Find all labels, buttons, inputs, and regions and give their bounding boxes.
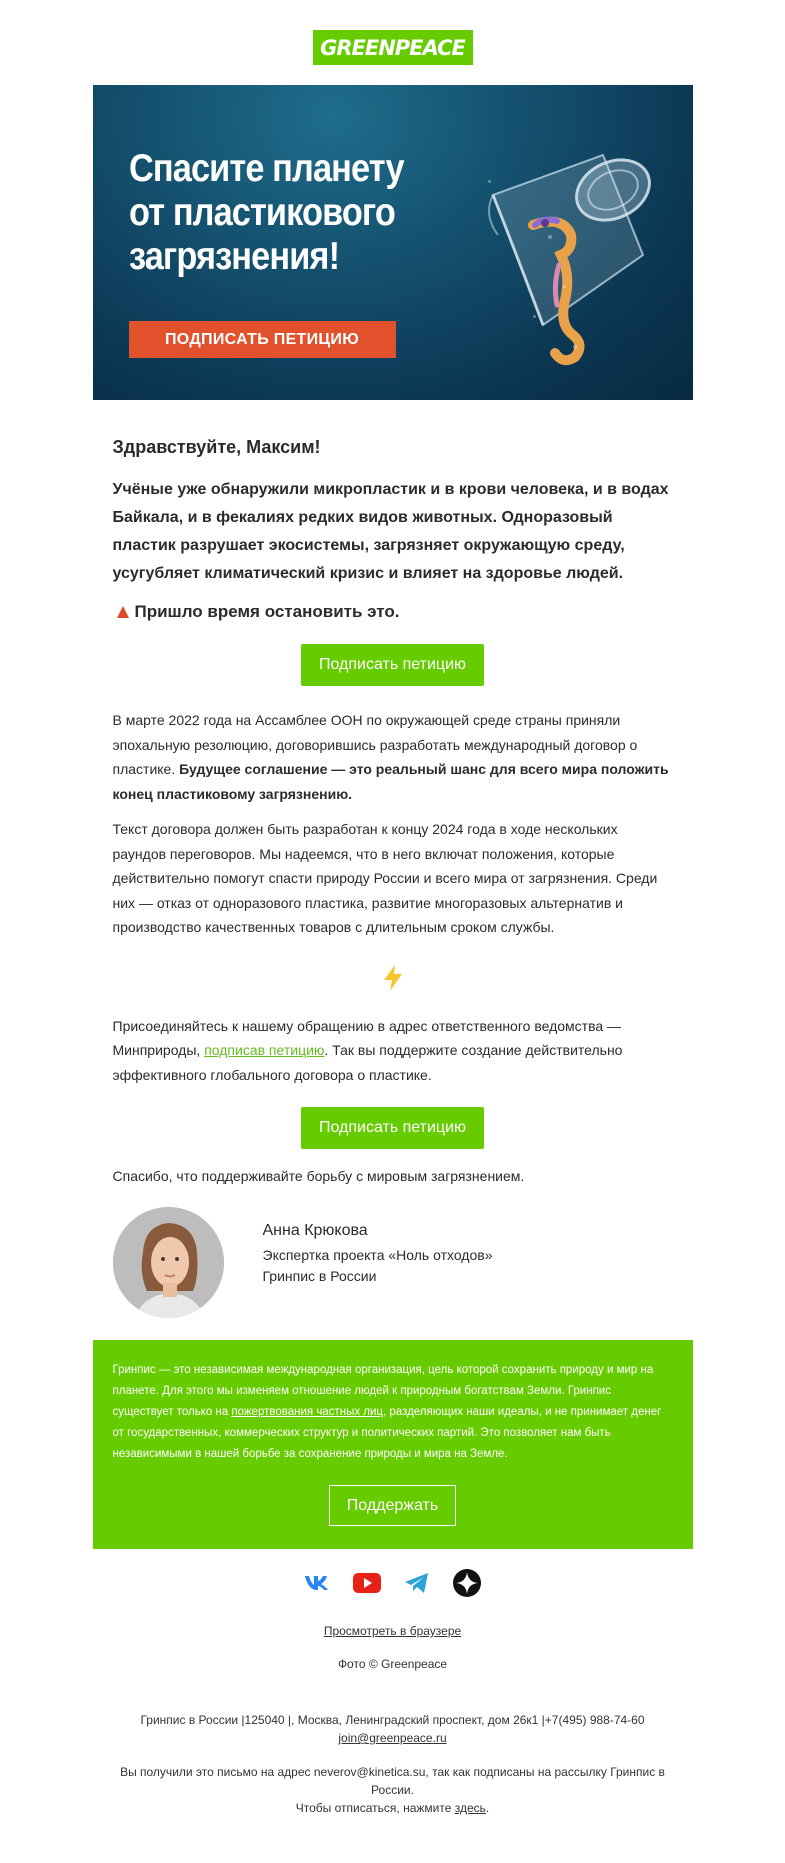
sign-petition-button-2[interactable]: Подписать петицию — [301, 1107, 484, 1149]
signature-text — [263, 1207, 493, 1319]
callout-text: Пришло время остановить это. — [134, 602, 400, 621]
view-in-browser-link[interactable]: Просмотреть в браузере — [323, 1624, 462, 1638]
callout — [113, 598, 673, 626]
plastic-cup-seahorse-image — [453, 125, 653, 375]
signature-name: Анна Крюкова — [262, 1222, 368, 1239]
header — [93, 0, 693, 85]
support-button[interactable]: Поддержать — [329, 1485, 456, 1526]
signature — [113, 1207, 673, 1319]
hero-banner[interactable] — [93, 85, 693, 400]
unsubscribe-notice: Вы получили это письмо на адрес neverov@kinetica.su, так как подписаны на рассылку Гринпис в России. Чтобы отписаться, нажмите здесь. — [120, 1765, 665, 1815]
about-text: Гринпис — это независимая международная организация, цель которой сохранить природу и мир на планете. Для этого мы изменяем отношение людей к природным богатствам Земли. Гринпис существует только на пожертвования частных лиц, разделяющих наши идеалы, и не принимает денег от государственных, коммерческих структур и политических партий. Это позволяет нам быть независимыми в нашей борьбе за сохранение природы и мира на Земле. — [112, 1364, 662, 1460]
dzen-icon[interactable] — [453, 1569, 481, 1597]
cta-row — [113, 644, 673, 686]
hero-title: Спасите планету от пластикового загрязнения! — [128, 147, 404, 278]
greeting: Здравствуйте, Максим! — [112, 437, 321, 457]
lightning-icon — [113, 960, 673, 996]
signature-role: Экспертка проекта «Ноль отходов» Гринпис в России — [262, 1247, 493, 1284]
warning-triangle-icon — [117, 606, 129, 618]
greenpeace-logo[interactable]: GREENPEACE — [313, 30, 473, 65]
telegram-icon[interactable] — [404, 1572, 430, 1594]
cta-row-2 — [113, 1107, 673, 1149]
thanks-text: Спасибо, что поддерживайте борьбу с мировым загрязнением. — [112, 1168, 525, 1184]
paragraph-treaty: Текст договора должен быть разработан к концу 2024 года в ходе нескольких раундов переговоров. Мы надеемся, что в него включат положения, которые действительно помогут спасти природу России и всего мира от загрязнения. Среди них — отказ от одноразового пластика, развитие многоразовых альтернатив и производство качественных товаров с длительным сроком службы. — [112, 821, 658, 935]
email-container — [93, 0, 693, 1817]
paragraph-resolution-bold: Будущее соглашение — это реальный шанс для всего мира положить конец пластиковому загрязнению. — [112, 761, 669, 802]
paragraph-resolution: В марте 2022 года на Ассамблее ООН по окружающей среде страны приняли эпохальную резолюцию, договорившись разработать международный договор о пластике. Будущее соглашение — это реальный шанс для всего мира положить конец пластиковому загрязнению. — [112, 712, 669, 802]
unsubscribe-link[interactable]: здесь — [454, 1801, 486, 1815]
sign-petition-link[interactable]: подписав петицию — [204, 1042, 325, 1058]
letter-body — [93, 436, 693, 1319]
support-row — [113, 1485, 673, 1526]
paragraph-join: Присоединяйтесь к нашему обращению в адрес ответственного ведомства — Минприроды, подписав петицию. Так вы поддержите создание действительно эффективного глобального договора о пластике. — [112, 1017, 623, 1083]
about-section — [93, 1340, 693, 1549]
hero-sign-petition-button[interactable]: ПОДПИСАТЬ ПЕТИЦИЮ — [129, 321, 396, 358]
photo-credit: Фото © Greenpeace — [337, 1657, 448, 1671]
avatar — [113, 1207, 224, 1318]
sign-petition-button[interactable]: Подписать петицию — [301, 644, 484, 686]
footer-email-link[interactable]: join@greenpeace.ru — [338, 1731, 447, 1745]
footer-address: Гринпис в России |125040 |, Москва, Ленинградский проспект, дом 26к1 |+7(495) 988-74-60 join@greenpeace.ru — [93, 1711, 693, 1747]
vk-icon[interactable] — [304, 1575, 330, 1591]
youtube-icon[interactable] — [353, 1573, 381, 1593]
social-links — [93, 1569, 693, 1597]
donations-link[interactable]: пожертвования частных лиц — [231, 1406, 384, 1418]
lead-paragraph: Учёные уже обнаружили микропластик и в крови человека, и в водах Байкала, и в фекалиях редких видов животных. Одноразовый пластик разрушает экосистемы, загрязняет окружающую среду, усугубляет климатический кризис и влияет на здоровье людей. — [112, 481, 669, 582]
